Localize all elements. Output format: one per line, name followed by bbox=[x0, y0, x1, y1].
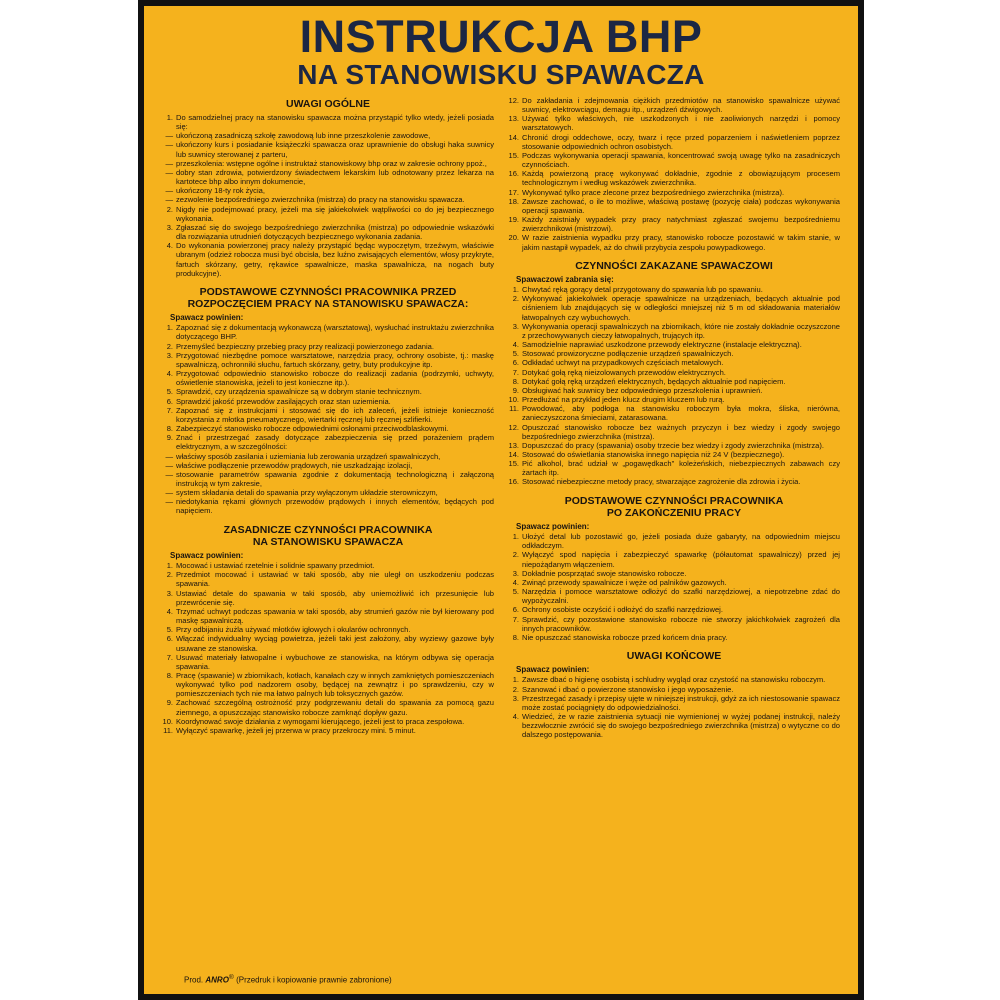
item-marker: 19. bbox=[508, 215, 519, 225]
section-title-line: NA STANOWISKU SPAWACZA bbox=[252, 535, 404, 548]
section-general bbox=[162, 98, 494, 278]
item-text: Pracę (spawanie) w zbiornikach, kotłach, kanałach czy w innych zamkniętych pomieszczeniach wykonywać tylko pod nadzorem osoby, będącej na zewnątrz i po sprawdzeniu, czy w pomieszczeniach tych nie ma łatwo palnych lub toksycznych gazów. bbox=[176, 670, 494, 699]
instruction-sign bbox=[144, 6, 858, 994]
item-list bbox=[162, 113, 494, 278]
item-marker: 3. bbox=[166, 588, 173, 598]
item-marker: 10. bbox=[508, 395, 519, 405]
item-marker: 4. bbox=[512, 577, 519, 587]
item-text: Ułożyć detal lub pozostawić go, jeżeli posiada duże gabaryty, na odpowiednim miejscu odkładczym. bbox=[522, 532, 840, 551]
list-item bbox=[162, 653, 494, 671]
section-lead: Spawacz powinien: bbox=[516, 664, 590, 674]
section-lead: Spawacz powinien: bbox=[170, 550, 244, 560]
list-item bbox=[508, 459, 840, 477]
item-marker: 7. bbox=[512, 367, 519, 377]
item-marker: — bbox=[165, 158, 173, 168]
item-marker: — bbox=[165, 195, 173, 205]
item-text: Przedmiot mocować i ustawiać w taki sposób, aby nie uległ on uszkodzeniu podczas spawania. bbox=[176, 570, 494, 589]
list-item bbox=[162, 625, 494, 634]
section-title-line: PO ZAKOŃCZENIU PRACY bbox=[606, 506, 742, 519]
footer-prefix: Prod. bbox=[184, 976, 204, 985]
item-marker: — bbox=[165, 167, 173, 177]
list-item bbox=[162, 205, 494, 223]
section-title-line: CZYNNOŚCI ZAKAZANE SPAWACZOWI bbox=[575, 259, 773, 272]
item-marker: 2. bbox=[166, 341, 173, 351]
item-text: Trzymać uchwyt podczas spawania w taki sposób, aby strumień gazów nie był kierowany pod maskę spawalniczą. bbox=[176, 606, 494, 626]
item-marker: — bbox=[165, 451, 173, 461]
list-item bbox=[508, 615, 840, 633]
list-item bbox=[508, 285, 840, 294]
item-text: Opuszczać stanowisko robocze bez ważnych przyczyn i bez wiedzy i zgody swojego bezpośredniego zwierzchnika (mistrza). bbox=[522, 422, 840, 441]
item-marker: 1. bbox=[512, 675, 519, 685]
list-item bbox=[162, 671, 494, 698]
item-text: Włączać indywidualny wyciąg powietrza, jeżeli taki jest założony, aby wyziewy gazowe były usuwane ze stanowiska. bbox=[176, 634, 494, 653]
item-marker: 5. bbox=[166, 387, 173, 397]
sign-title: INSTRUKCJA BHP bbox=[299, 11, 703, 62]
item-marker: 10. bbox=[162, 716, 173, 726]
section-main-duties bbox=[162, 524, 494, 735]
item-text: Do samodzielnej pracy na stanowisku spawacza można przystąpić tylko wtedy, jeżeli posiada się: bbox=[176, 113, 494, 132]
item-text: Ochrony osobiste oczyścić i odłożyć do szafki narzędziowej. bbox=[522, 605, 723, 615]
list-item bbox=[508, 368, 840, 377]
list-item bbox=[162, 113, 494, 131]
item-marker: — bbox=[165, 488, 173, 498]
list-item bbox=[508, 114, 840, 132]
item-text: Przygotować odpowiednio stanowisko robocze do realizacji zadania (podrzymki, uchwyty, oświetlenie stanowiska, jeżeli to jest konieczne itp.). bbox=[176, 369, 494, 388]
list-item bbox=[162, 168, 494, 186]
list-item bbox=[162, 570, 494, 588]
item-marker: 7. bbox=[166, 652, 173, 662]
item-marker: 6. bbox=[512, 358, 519, 368]
list-item bbox=[162, 342, 494, 351]
list-item bbox=[508, 587, 840, 605]
item-text: Zachować szczególną ostrożność przy podgrzewaniu detali do spawania za pomocą gazu ziemnego, a opuszczając stanowisko robocze zamknąć dopływ gazu. bbox=[176, 698, 494, 717]
list-item bbox=[508, 404, 840, 422]
section-title bbox=[162, 524, 494, 548]
list-item bbox=[162, 561, 494, 570]
item-marker: 9. bbox=[512, 385, 519, 395]
item-text: Do zakładania i zdejmowania ciężkich przedmiotów na stanowisko spawalnicze używać suwnicy, elektrowciągu, demagu itp., urządzeń dźwigowych. bbox=[522, 96, 840, 115]
list-item bbox=[508, 340, 840, 349]
item-text: Ustawiać detale do spawania w taki sposób, aby uniemożliwić ich przesunięcie lub przewrócenie się. bbox=[176, 588, 494, 607]
section-general-continued bbox=[508, 96, 840, 252]
item-marker: 20. bbox=[508, 233, 519, 243]
item-text: stosowanie parametrów spawania zgodnie z dokumentacją technologiczną i załączoną instrukcją w tym zakresie, bbox=[176, 469, 494, 488]
list-item bbox=[162, 634, 494, 652]
footer bbox=[184, 973, 392, 986]
item-list bbox=[508, 96, 840, 252]
list-item bbox=[162, 241, 494, 278]
item-marker: 6. bbox=[166, 396, 173, 406]
item-text: Sprawdzić, czy urządzenia spawalnicze są w dobrym stanie technicznym. bbox=[176, 387, 422, 397]
item-marker: — bbox=[165, 131, 173, 141]
item-text: Dotykać gołą ręką urządzeń elektrycznych, będących aktualnie pod napięciem. bbox=[522, 376, 786, 386]
section-title-line: UWAGI KOŃCOWE bbox=[626, 649, 722, 662]
item-text: Nigdy nie podejmować pracy, jeżeli ma się jakiekolwiek wątpliwości co do jej bezpiecznego wykonania. bbox=[176, 204, 494, 223]
item-marker: 15. bbox=[508, 150, 519, 160]
item-marker: 8. bbox=[512, 632, 519, 642]
list-item bbox=[508, 377, 840, 386]
item-text: Odkładać uchwyt na przypadkowych częściach metalowych. bbox=[522, 358, 724, 368]
item-marker: — bbox=[165, 497, 173, 507]
section-title bbox=[508, 650, 840, 662]
list-item bbox=[162, 461, 494, 470]
footer-brand: ANRO bbox=[205, 976, 229, 985]
item-marker: 2. bbox=[512, 294, 519, 304]
item-marker: 8. bbox=[166, 424, 173, 434]
item-text: właściwe podłączenie przewodów prądowych, nie uszkadzając izolacji, bbox=[176, 460, 413, 470]
item-text: właściwy sposób zasilania i uziemiania lub zerowania urządzeń spawalniczych, bbox=[176, 451, 441, 461]
footer-note: (Przedruk i kopiowanie prawnie zabronione) bbox=[236, 976, 392, 985]
section-forbidden bbox=[508, 260, 840, 487]
list-item bbox=[508, 151, 840, 169]
item-marker: 8. bbox=[512, 376, 519, 386]
item-marker: 9. bbox=[166, 698, 173, 708]
item-marker: 1. bbox=[166, 323, 173, 333]
section-before-work bbox=[162, 286, 494, 516]
item-text: Narzędzia i pomoce warsztatowe odłożyć do szafki narzędziowej, a niepotrzebne zdać do wypożyczalni. bbox=[522, 587, 840, 606]
item-text: Wykonywać jakiekolwiek operacje spawalnicze na urządzeniach, będących aktualnie pod ciśnieniem lub znajdujących się w odległości mniejszej niż 5 m od składowania materiałów łatwopalnych czy wybuchowych. bbox=[522, 294, 840, 322]
item-text: Zgłaszać się do swojego bezpośredniego zwierzchnika (mistrza) po odpowiednie wskazówki dla rozwiązania utrudnień dotyczących bezpiecznego wykonania zadania. bbox=[176, 222, 494, 242]
list-item bbox=[508, 441, 840, 450]
section-title-line: PODSTAWOWE CZYNNOŚCI PRACOWNIKA bbox=[564, 494, 784, 507]
item-text: Zabezpieczyć stanowisko robocze odpowiednimi osłonami przeciwodblaskowymi. bbox=[176, 424, 449, 434]
list-item bbox=[162, 351, 494, 369]
list-item bbox=[162, 369, 494, 387]
list-item bbox=[508, 675, 840, 684]
item-marker: 2. bbox=[166, 204, 173, 214]
item-text: Używać tylko właściwych, nie uszkodzonych i nie zaoliwionych narzędzi i pomocy warsztatowych. bbox=[522, 114, 840, 133]
item-text: Samodzielnie naprawiać uszkodzone przewody elektryczne (instalacje elektryczną). bbox=[522, 340, 802, 350]
item-text: Chronić drogi oddechowe, oczy, twarz i ręce przed poparzeniem i naświetleniem poprzez stosowanie odpowiednich ochron osobistych. bbox=[522, 132, 840, 151]
item-list bbox=[508, 675, 840, 739]
list-item bbox=[508, 358, 840, 367]
item-marker: 5. bbox=[166, 625, 173, 635]
item-marker: 4. bbox=[512, 712, 519, 722]
item-marker: — bbox=[165, 186, 173, 196]
section-final-remarks bbox=[508, 650, 840, 740]
item-marker: 3. bbox=[512, 568, 519, 578]
item-marker: 2. bbox=[512, 684, 519, 694]
section-lead: Spawacz powinien: bbox=[516, 521, 590, 531]
item-marker: 13. bbox=[508, 114, 519, 124]
item-marker: 3. bbox=[512, 321, 519, 331]
list-item bbox=[162, 397, 494, 406]
item-text: Dokładnie posprzątać swoje stanowisko robocze. bbox=[522, 568, 687, 578]
list-item bbox=[162, 131, 494, 140]
item-text: Zapoznać się z dokumentacją wykonawczą (warsztatową), wysłuchać instruktażu zwierzchnika dotyczącego BHP. bbox=[176, 323, 494, 342]
item-text: Przy odbijaniu żużla używać młotków igłowych i okularów ochronnych. bbox=[176, 625, 411, 635]
item-marker: 3. bbox=[512, 693, 519, 703]
item-text: Dotykać gołą ręką nieizolowanych przewodów elektrycznych. bbox=[522, 367, 726, 377]
list-item bbox=[162, 223, 494, 241]
item-marker: 1. bbox=[166, 561, 173, 571]
item-text: Koordynować swoje działania z wymogami kierującego, jeżeli jest to praca zespołowa. bbox=[176, 716, 465, 726]
item-text: Powodować, aby podłoga na stanowisku roboczym była mokra, śliska, nierówna, zanieczyszczona śmieciami, zatarasowana. bbox=[522, 404, 840, 423]
item-text: Pić alkohol, brać udział w „pogawędkach" koleżeńskich, niebezpiecznych zabawach czy żartach itp. bbox=[522, 459, 840, 478]
item-marker: 14. bbox=[508, 449, 519, 459]
item-marker: 3. bbox=[166, 222, 173, 232]
list-item bbox=[162, 497, 494, 515]
item-text: Sprawdzić jakość przewodów zasilających oraz stan uziemienia. bbox=[176, 396, 391, 406]
item-text: Nie opuszczać stanowiska robocze przed końcem dnia pracy. bbox=[522, 632, 728, 642]
section-title-line: PODSTAWOWE CZYNNOŚCI PRACOWNIKA PRZED bbox=[199, 285, 457, 298]
item-text: ukończony 18-ty rok życia, bbox=[176, 186, 265, 196]
item-marker: 6. bbox=[166, 634, 173, 644]
list-item bbox=[508, 450, 840, 459]
columns bbox=[162, 96, 840, 740]
list-item bbox=[162, 607, 494, 625]
list-item bbox=[508, 423, 840, 441]
section-title-line: ROZPOCZĘCIEM PRACY NA STANOWISKU SPAWACZA: bbox=[187, 297, 469, 310]
list-item bbox=[508, 685, 840, 694]
item-text: Stosować prowizoryczne podłączenie urządzeń spawalniczych. bbox=[522, 349, 734, 359]
item-text: W razie zaistnienia wypadku przy pracy, stanowisko robocze pozostawić w takim stanie, w jakim nastąpił wypadek, aż do chwili przybycia zespołu powypadkowego. bbox=[522, 233, 840, 252]
section-title bbox=[508, 260, 840, 272]
item-marker: 2. bbox=[512, 550, 519, 560]
item-marker: 13. bbox=[508, 440, 519, 450]
item-marker: 1. bbox=[512, 285, 519, 295]
item-marker: 4. bbox=[166, 606, 173, 616]
list-item bbox=[508, 233, 840, 251]
section-title bbox=[508, 495, 840, 519]
item-text: Dopuszczać do pracy (spawania) osoby trzecie bez wiedzy i zgody zwierzchnika (mistrza). bbox=[522, 440, 824, 450]
list-item bbox=[508, 605, 840, 614]
item-marker: 9. bbox=[166, 433, 173, 443]
list-item bbox=[508, 694, 840, 712]
list-item bbox=[508, 386, 840, 395]
item-text: dobry stan zdrowia, potwierdzony świadectwem lekarskim lub odnotowany przez lekarza na kartotece bhp albo innym dokumencie, bbox=[176, 167, 494, 187]
item-text: Zwinąć przewody spawalnicze i węże od palników gazowych. bbox=[522, 577, 727, 587]
item-marker: 16. bbox=[508, 169, 519, 179]
list-item bbox=[508, 712, 840, 739]
item-marker: 2. bbox=[166, 570, 173, 580]
item-marker: 12. bbox=[508, 422, 519, 432]
item-text: Każdą powierzoną pracę wykonywać dokładnie, zgodnie z obowiązującym procesem technologicznym i według wskazówek zwierzchnika. bbox=[522, 169, 840, 188]
list-item bbox=[162, 406, 494, 424]
item-marker: 15. bbox=[508, 459, 519, 469]
item-marker: — bbox=[165, 140, 173, 150]
list-item bbox=[162, 140, 494, 158]
sign-subtitle: NA STANOWISKU SPAWACZA bbox=[297, 59, 705, 90]
section-lead: Spawacz powinien: bbox=[170, 312, 244, 322]
section-title-line: ZASADNICZE CZYNNOŚCI PRACOWNIKA bbox=[223, 523, 433, 536]
item-list bbox=[162, 561, 494, 735]
item-text: Każdy zaistniały wypadek przy pracy natychmiast zgłaszać swojemu bezpośredniemu zwierzchnikowi (mistrzowi). bbox=[522, 215, 840, 234]
left-column bbox=[162, 96, 494, 740]
item-marker: — bbox=[165, 460, 173, 470]
item-marker: — bbox=[165, 469, 173, 479]
list-item bbox=[162, 195, 494, 204]
item-marker: 11. bbox=[509, 404, 519, 414]
item-text: przeszkolenia: wstępne ogólne i instruktaż stanowiskowy bhp oraz w zakresie ochrony ppoż., bbox=[176, 158, 487, 168]
section-title-line: UWAGI OGÓLNE bbox=[286, 98, 370, 110]
item-text: Stosować do oświetlania stanowiska innego napięcia niż 24 V (bezpiecznego). bbox=[522, 449, 785, 459]
item-marker: 12. bbox=[508, 96, 519, 105]
item-text: Zapoznać się z instrukcjami i stosować się do ich zaleceń, jeżeli istnieje konieczność korzystania z młotka pneumatycznego, wiertarki ręcznej lub ręcznej szlifierki. bbox=[176, 405, 494, 424]
list-item bbox=[162, 698, 494, 716]
list-item bbox=[162, 452, 494, 461]
list-item bbox=[508, 215, 840, 233]
item-text: Znać i przestrzegać zasady dotyczące zabezpieczenia się przed porażeniem prądem elektrycznym, a w szczególności: bbox=[176, 433, 494, 452]
item-text: Wykonywania operacji spawalniczych na zbiornikach, które nie zostały dokładnie oczyszczone z przechowywanych cieczy łatwopalnych, trujących itp. bbox=[522, 321, 840, 340]
list-item bbox=[508, 569, 840, 578]
item-text: niedotykania rękami głównych przewodów prądowych i innych elementów, będących pod napięciem. bbox=[176, 497, 494, 516]
item-text: Zawsze dbać o higienę osobistą i schludny wygląd oraz czystość na stanowisku roboczym. bbox=[522, 675, 826, 685]
list-item bbox=[508, 532, 840, 550]
item-list bbox=[508, 285, 840, 486]
item-marker: 6. bbox=[512, 605, 519, 615]
item-marker: 3. bbox=[166, 350, 173, 360]
list-item bbox=[508, 477, 840, 486]
item-text: ukończony kurs i posiadanie książeczki spawacza oraz uprawnienie do obsługi haka suwnicy lub suwnicy sterowanej z parteru, bbox=[176, 140, 494, 159]
item-text: Mocować i ustawiać rzetelnie i solidnie spawany przedmiot. bbox=[176, 561, 375, 571]
item-text: Przygotować niezbędne pomoce warsztatowe, narzędzia pracy, ochrony osobiste, tj.: maskę spawalniczą, ochronniki słuchu, fartuch skórzany, getry, buty produkcyjne itp. bbox=[176, 350, 494, 369]
section-lead: Spawaczowi zabrania się: bbox=[516, 274, 614, 284]
item-text: Wiedzieć, że w razie zaistnienia sytuacji nie wymienionej w wyżej podanej instrukcji, należy bezzwłocznie zwrócić się do swojego bezpośredniego zwierzchnika (mistrza) o wytyczne co do dalszego postępowania. bbox=[522, 712, 840, 740]
item-marker: 14. bbox=[508, 132, 519, 142]
item-marker: 11. bbox=[163, 725, 173, 735]
item-marker: 1. bbox=[512, 532, 519, 542]
item-text: zezwolenie bezpośredniego zwierzchnika (mistrza) do pracy na stanowisku spawacza. bbox=[176, 195, 465, 205]
item-text: ukończoną zasadniczą szkołę zawodową lub inne przeszkolenie zawodowe, bbox=[176, 131, 431, 141]
section-after-work bbox=[508, 495, 840, 642]
list-item bbox=[508, 188, 840, 197]
footer-registered-mark: ® bbox=[228, 974, 234, 982]
item-text: Wykonywać tylko prace zlecone przez bezpośredniego zwierzchnika (mistrza). bbox=[522, 187, 785, 197]
list-item bbox=[162, 433, 494, 451]
list-item bbox=[162, 186, 494, 195]
list-item bbox=[508, 322, 840, 340]
list-item bbox=[508, 133, 840, 151]
list-item bbox=[162, 470, 494, 488]
list-item bbox=[162, 589, 494, 607]
list-item bbox=[508, 197, 840, 215]
list-item bbox=[162, 717, 494, 726]
section-title bbox=[162, 98, 494, 110]
item-text: Szanować i dbać o powierzone stanowisko i jego wyposażenie. bbox=[522, 684, 734, 694]
list-item bbox=[508, 578, 840, 587]
list-item bbox=[508, 96, 840, 114]
item-marker: 7. bbox=[512, 614, 519, 624]
item-marker: 17. bbox=[508, 187, 519, 197]
list-item bbox=[508, 294, 840, 321]
item-text: Do wykonania powierzonej pracy należy przystąpić będąc wypoczętym, trzeźwym, właściwie ubranym (odzież robocza musi być obcisła, bez luźno zwisających elementów, włosy przykryte, fartuch skórzany, getry, rękawice spawalnicze, maska spawalnicza, na nogach buty produkcyjne). bbox=[176, 241, 494, 278]
item-text: Przestrzegać zasady i przepisy ujęte w niniejszej instrukcji, gdyż za ich niestosowanie spawacz może zostać pociągnięty do odpowiedzialności. bbox=[522, 693, 840, 712]
item-marker: 4. bbox=[512, 340, 519, 350]
item-text: Obsługiwać hak suwnicy bez odpowiedniego przeszkolenia i uprawnień. bbox=[522, 385, 763, 395]
list-item bbox=[508, 633, 840, 642]
item-marker: 18. bbox=[508, 196, 519, 206]
item-text: system składania detali do spawania przy wyłączonym układzie sterowniczym, bbox=[176, 488, 438, 498]
section-title bbox=[162, 286, 494, 310]
item-text: Przemyśleć bezpieczny przebieg pracy przy realizacji powierzonego zadania. bbox=[176, 341, 434, 351]
item-text: Usuwać materiały łatwopalne i wybuchowe ze stanowiska, na którym odbywa się operacja spawania. bbox=[176, 652, 494, 671]
item-marker: 8. bbox=[166, 670, 173, 680]
sign-frame bbox=[138, 0, 864, 1000]
item-marker: 4. bbox=[166, 241, 173, 251]
list-item bbox=[508, 169, 840, 187]
item-text: Wyłączyć spawarkę, jeżeli jej przerwa w pracy przekroczy mini. 5 minut. bbox=[176, 725, 416, 735]
item-text: Podczas wykonywania operacji spawania, koncentrować swoją uwagę tylko na zasadniczych czynnościach. bbox=[522, 150, 840, 170]
item-text: Zawsze zachować, o ile to możliwe, właściwą postawę (pozycję ciała) podczas wykonywania operacji spawania. bbox=[522, 196, 840, 215]
item-text: Wyłączyć spod napięcia i zabezpieczyć spawarkę (półautomat spawalniczy) przed jej niepożądanym włączeniem. bbox=[522, 550, 840, 569]
item-text: Przedłużać na przykład jeden klucz drugim kluczem lub rurą. bbox=[522, 395, 725, 405]
item-list bbox=[508, 532, 840, 642]
item-marker: 5. bbox=[512, 587, 519, 597]
list-item bbox=[162, 424, 494, 433]
list-item bbox=[162, 323, 494, 341]
item-text: Sprawdzić, czy pozostawione stanowisko robocze nie stworzy jakichkolwiek zagrożeń dla innych pracowników. bbox=[522, 614, 840, 633]
item-marker: 7. bbox=[166, 405, 173, 415]
list-item bbox=[508, 349, 840, 358]
item-text: Chwytać ręką gorący detal przygotowany do spawania lub po spawaniu. bbox=[522, 285, 763, 295]
item-text: Stosować niebezpieczne metody pracy, stwarzające zagrożenie dla zdrowia i życia. bbox=[522, 477, 801, 487]
item-list bbox=[162, 323, 494, 515]
list-item bbox=[162, 726, 494, 735]
item-marker: 16. bbox=[508, 477, 519, 487]
list-item bbox=[162, 488, 494, 497]
item-marker: 1. bbox=[166, 113, 173, 122]
list-item bbox=[162, 159, 494, 168]
item-marker: 5. bbox=[512, 349, 519, 359]
item-marker: 4. bbox=[166, 369, 173, 379]
list-item bbox=[162, 387, 494, 396]
list-item bbox=[508, 395, 840, 404]
right-column bbox=[508, 96, 840, 740]
list-item bbox=[508, 550, 840, 568]
